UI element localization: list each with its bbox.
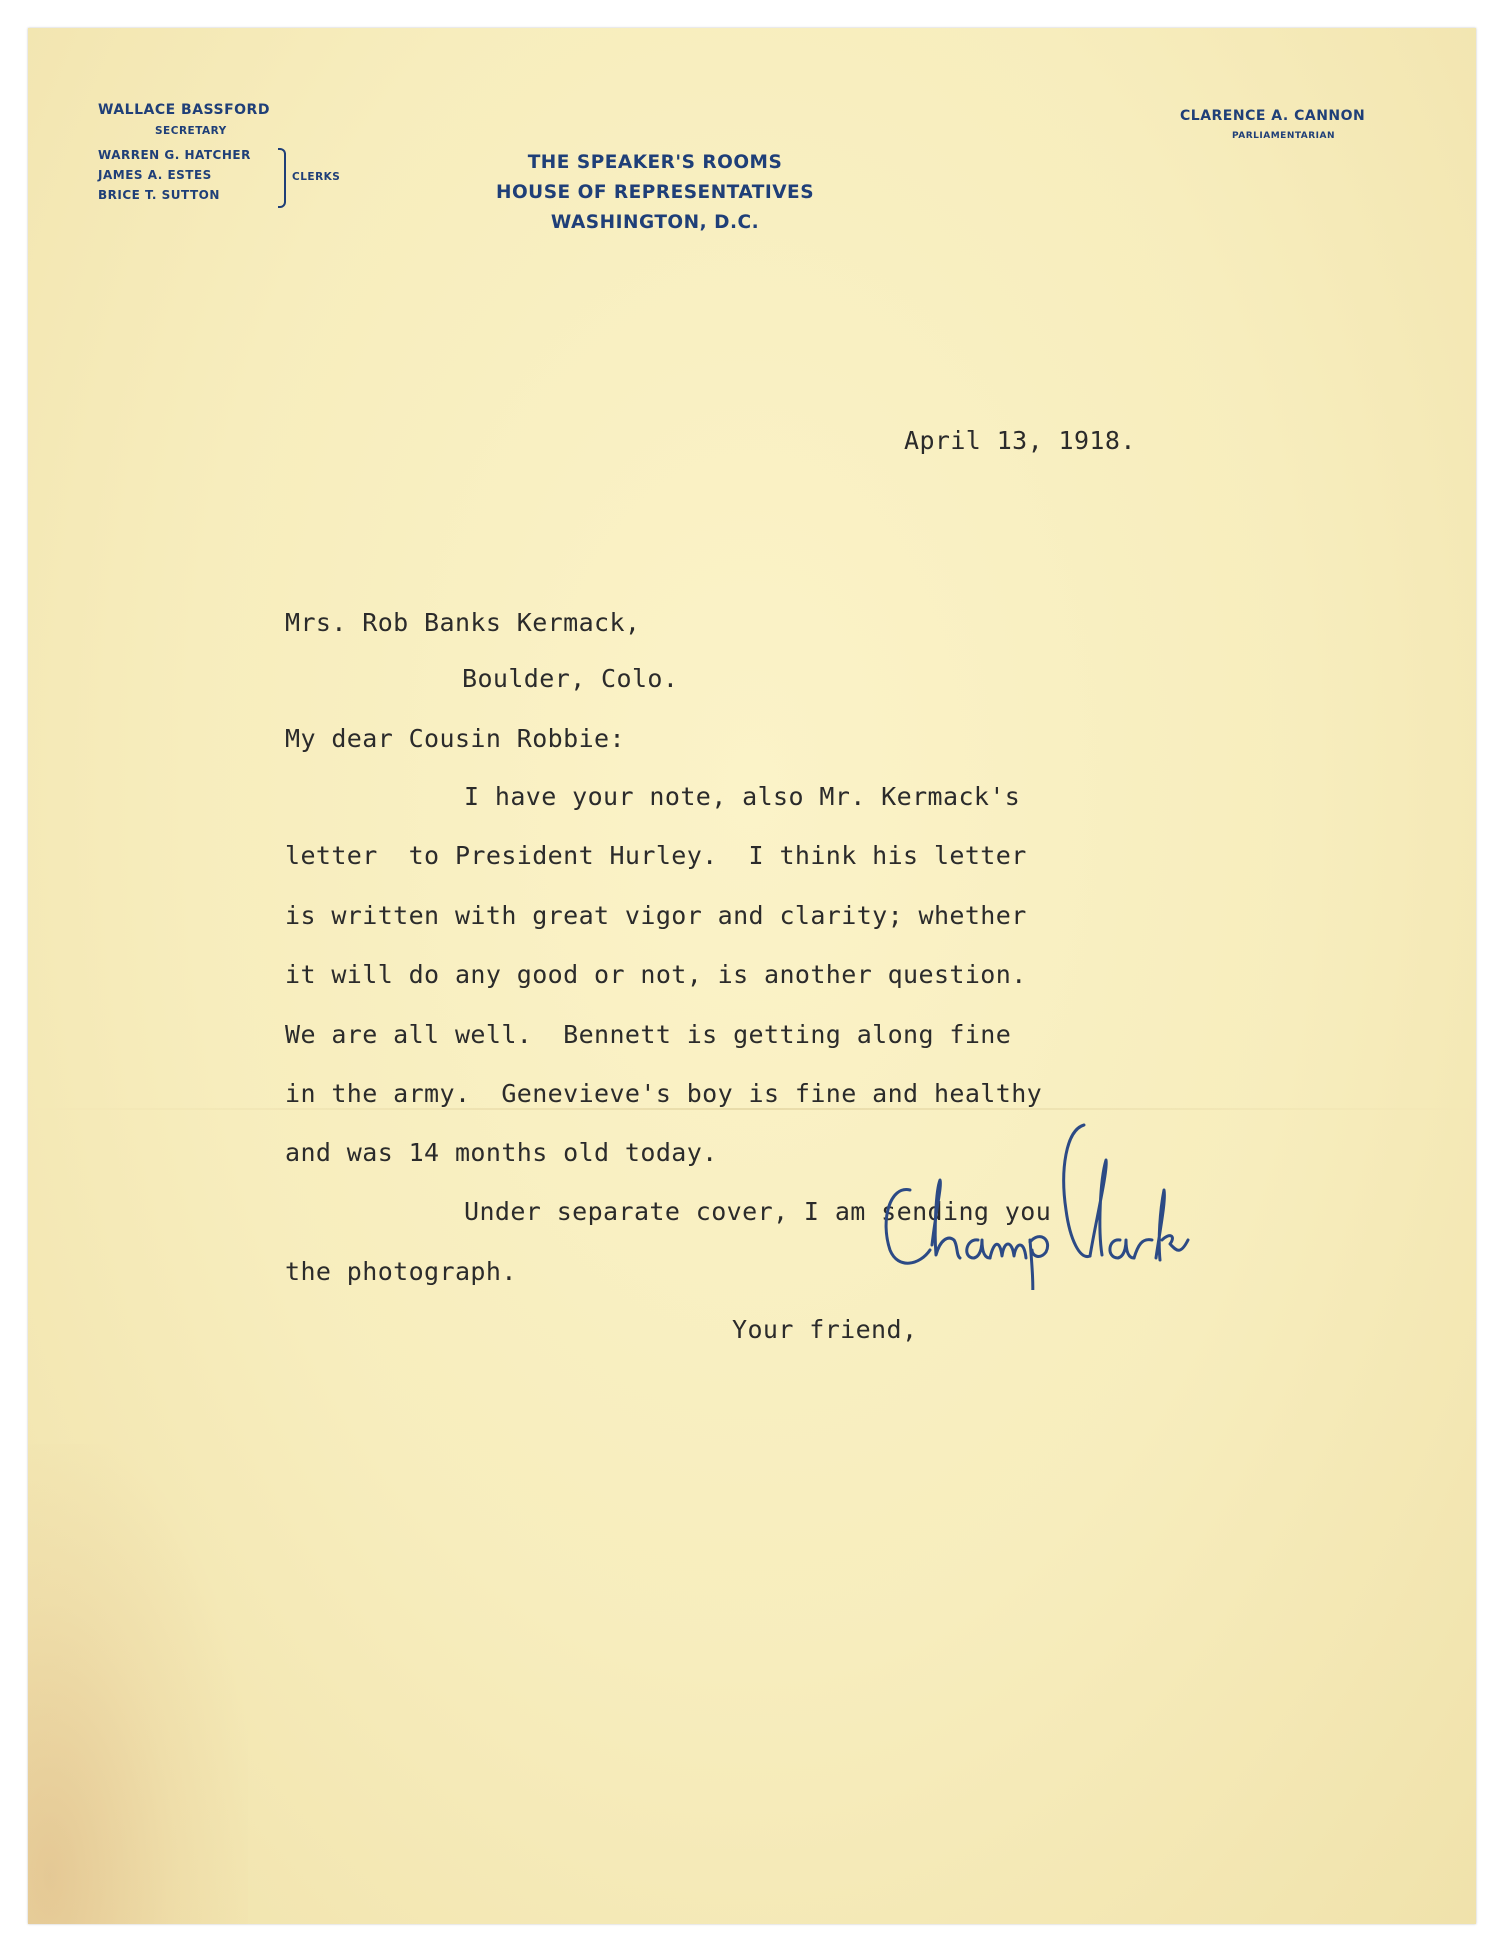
- body-line: it will do any good or not, is another question.: [285, 960, 1027, 989]
- secretary-name: WALLACE BASSFORD: [98, 102, 270, 118]
- letterhead-center: [450, 148, 860, 238]
- body-line: is written with great vigor and clarity; whether: [285, 901, 1027, 930]
- body-line: Under separate cover, I am sending you: [464, 1197, 1052, 1226]
- body-line: the photograph.: [285, 1257, 517, 1286]
- letterhead-line: THE SPEAKER'S ROOMS: [527, 152, 783, 173]
- body-line: letter to President Hurley. I think his letter: [285, 841, 1027, 870]
- letterhead-line: WASHINGTON, D.C.: [550, 212, 760, 233]
- body-line: in the army. Genevieve's boy is fine and healthy: [285, 1079, 1043, 1108]
- paper-stain: [28, 1444, 248, 1924]
- clerks-brace: [278, 148, 286, 208]
- clerks-label: CLERKS: [292, 171, 341, 183]
- salutation: My dear Cousin Robbie:: [285, 724, 625, 753]
- letterhead-line: HOUSE OF REPRESENTATIVES: [495, 182, 815, 203]
- secretary-title: SECRETARY: [155, 125, 227, 137]
- closing: Your friend,: [732, 1315, 918, 1344]
- parliamentarian-title: PARLIAMENTARIAN: [1232, 131, 1336, 141]
- clerk-name: BRICE T. SUTTON: [98, 188, 220, 202]
- body-line: We are all well. Bennett is getting along fine: [285, 1020, 1012, 1049]
- parliamentarian-name: CLARENCE A. CANNON: [1180, 108, 1366, 124]
- letter-date: April 13, 1918.: [904, 426, 1136, 455]
- clerk-name: WARREN G. HATCHER: [98, 148, 251, 162]
- body-line: and was 14 months old today.: [285, 1138, 718, 1167]
- clerk-name: JAMES A. ESTES: [98, 168, 212, 182]
- addressee-name: Mrs. Rob Banks Kermack,: [285, 608, 641, 637]
- body-line: I have your note, also Mr. Kermack's: [464, 782, 1021, 811]
- signature: [870, 1090, 1190, 1290]
- paper-fold-line: [28, 1108, 1476, 1110]
- addressee-address: Boulder, Colo.: [462, 664, 679, 693]
